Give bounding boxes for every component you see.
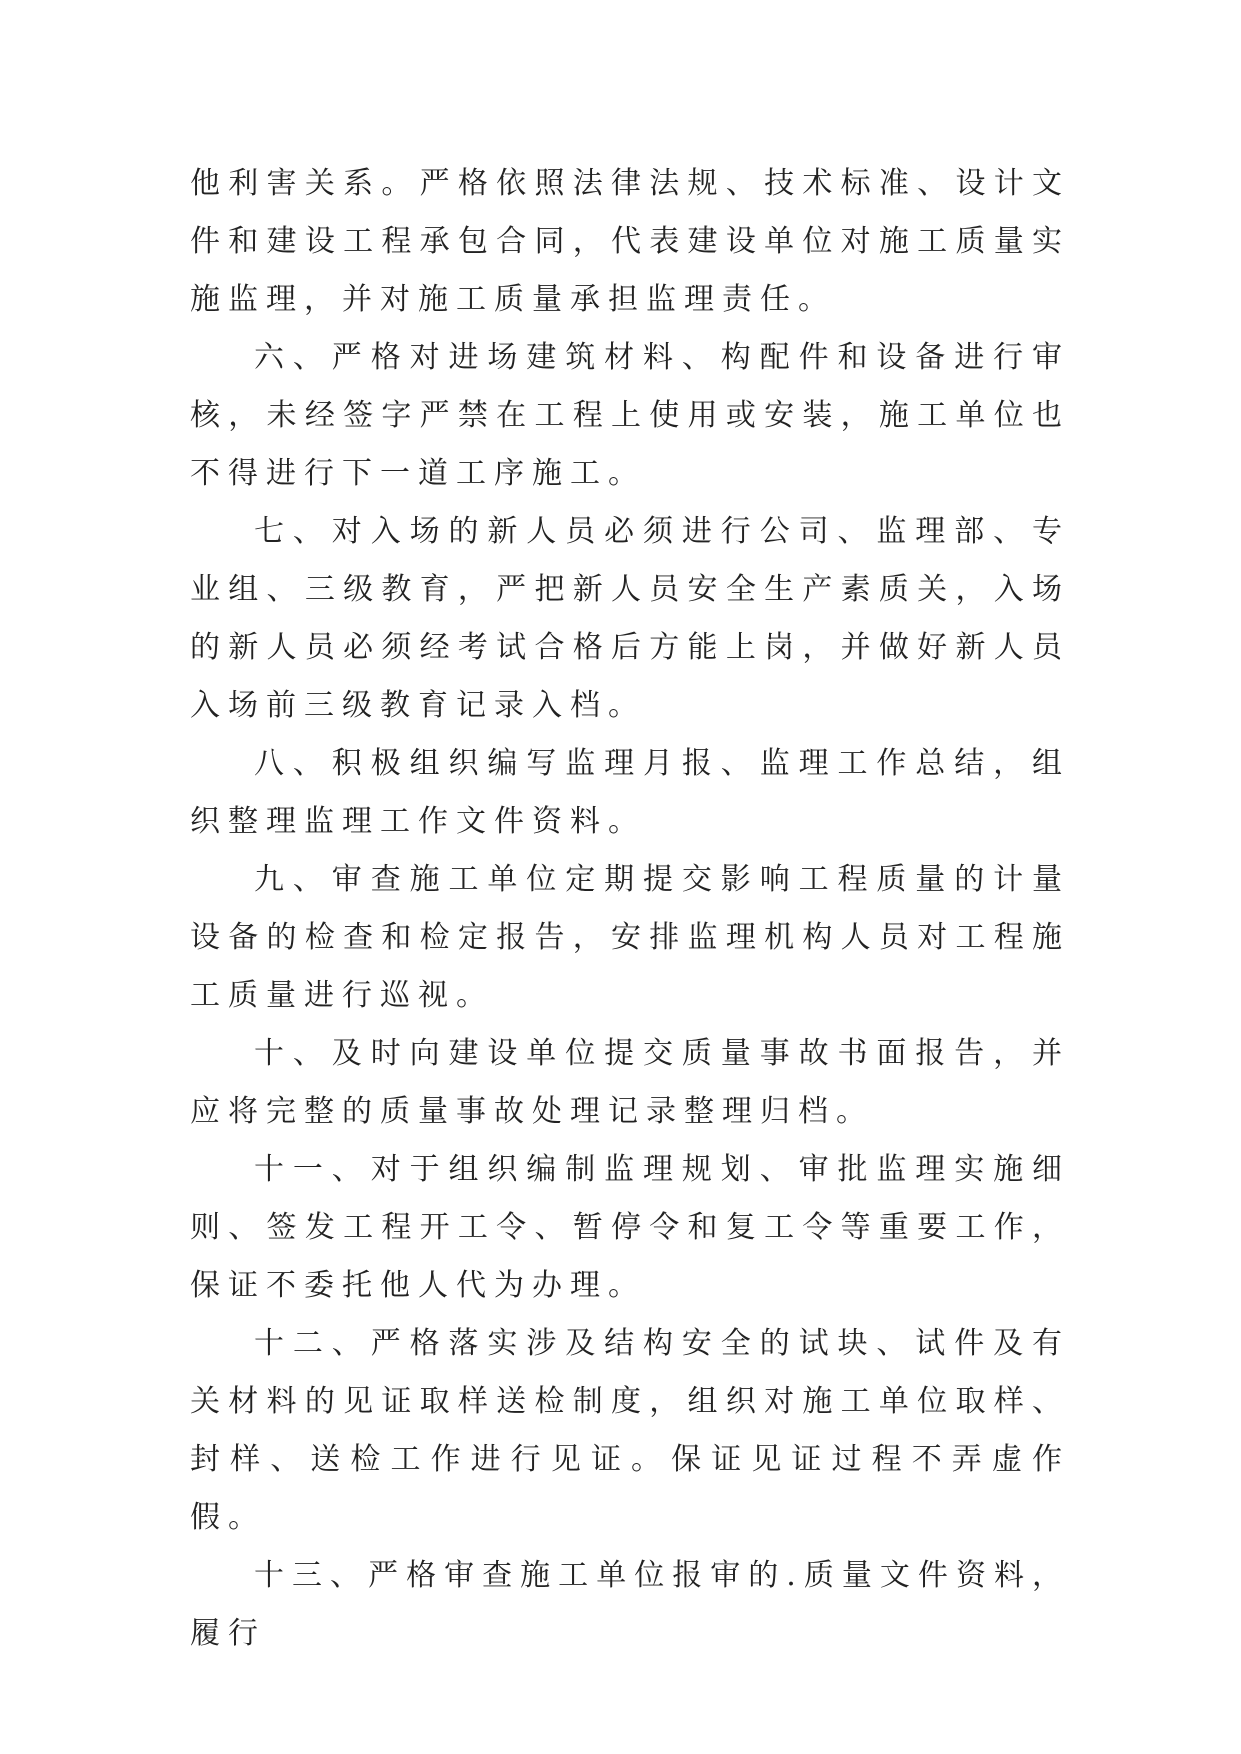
paragraph-item-12: 十二、严格落实涉及结构安全的试块、试件及有关材料的见证取样送检制度，组织对施工单位取样、封样、送检工作进行见证。保证见证过程不弄虚作假。 — [190, 1326, 1070, 1535]
paragraph-item-10: 十、及时向建设单位提交质量事故书面报告，并应将完整的质量事故处理记录整理归档。 — [190, 1036, 1070, 1129]
paragraph-item-11: 十一、对于组织编制监理规划、审批监理实施细则、签发工程开工令、暂停令和复工令等重要工作，保证不委托他人代为办理。 — [190, 1152, 1070, 1303]
paragraph-item-8: 八、积极组织编写监理月报、监理工作总结，组织整理监理工作文件资料。 — [190, 746, 1070, 839]
paragraph-item-13: 十三、严格审查施工单位报审的.质量文件资料，履行 — [190, 1558, 1070, 1651]
document-body — [190, 155, 1070, 1663]
paragraph-item-9: 九、审查施工单位定期提交影响工程质量的计量设备的检查和检定报告，安排监理机构人员对工程施工质量进行巡视。 — [190, 862, 1070, 1013]
paragraph-continuation: 他利害关系。严格依照法律法规、技术标准、设计文件和建设工程承包合同，代表建设单位对施工质量实施监理，并对施工质量承担监理责任。 — [190, 166, 1070, 317]
paragraph-item-7: 七、对入场的新人员必须进行公司、监理部、专业组、三级教育，严把新人员安全生产素质关，入场的新人员必须经考试合格后方能上岗，并做好新人员入场前三级教育记录入档。 — [190, 514, 1070, 723]
paragraph-item-6: 六、严格对进场建筑材料、构配件和设备进行审核，未经签字严禁在工程上使用或安装，施工单位也不得进行下一道工序施工。 — [190, 340, 1070, 491]
